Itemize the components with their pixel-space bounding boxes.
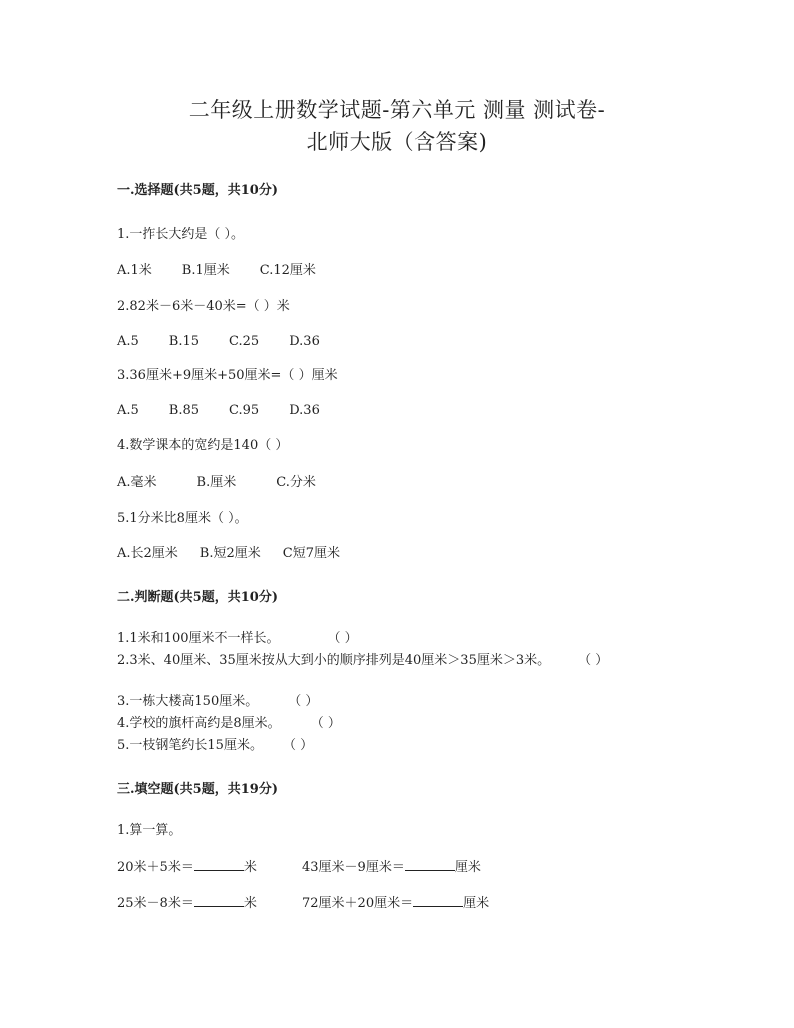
judgement-item (117, 715, 341, 733)
question-stem: 2.82米－6米－40米=（ ）米 (117, 299, 290, 314)
question-stem: 1.算一算。 (117, 823, 182, 838)
judgement-text: 3.一栋大楼高150厘米。 (117, 694, 259, 709)
option: C.12厘米 (259, 263, 316, 278)
calc-item (302, 858, 481, 877)
question-options (117, 333, 350, 351)
answer-paren: （ ） (310, 716, 341, 731)
question-options (117, 262, 346, 280)
option: C短7厘米 (282, 546, 340, 561)
question-options (117, 474, 346, 492)
option: A.1米 (117, 263, 152, 278)
answer-paren: （ ） (288, 694, 319, 709)
calc-item (117, 858, 302, 877)
option: B.1厘米 (181, 263, 230, 278)
answer-blank (194, 894, 244, 907)
question-stem: 1.一拃长大约是（ ）。 (117, 227, 245, 242)
option: A.毫米 (117, 475, 157, 490)
title-line-1: 二年级上册数学试题-第六单元 测量 测试卷- (188, 98, 606, 122)
judgement-text: 4.学校的旗杆高约是8厘米。 (117, 716, 281, 731)
judgement-text: 5.一枝钢笔约长15厘米。 (117, 738, 263, 753)
calc-row (117, 894, 489, 913)
calc-item (117, 894, 302, 913)
calc-expression: 43厘米－9厘米＝ (302, 860, 405, 875)
answer-paren: （ ） (578, 653, 609, 668)
calc-expression: 20米＋5米＝ (117, 860, 194, 875)
option: B.短2厘米 (199, 546, 261, 561)
judgement-item (117, 652, 608, 670)
option: A.5 (117, 334, 139, 349)
option: D.36 (289, 403, 320, 418)
calc-item (302, 894, 489, 913)
question-options (117, 545, 370, 563)
question-stem: 4.数学课本的宽约是140（ ） (117, 438, 289, 453)
option: B.15 (168, 334, 200, 349)
option: B.厘米 (196, 475, 237, 490)
option: A.5 (117, 403, 139, 418)
calc-unit: 米 (243, 896, 257, 911)
option: C.25 (229, 334, 260, 349)
judgement-item (117, 693, 318, 711)
option: C.分米 (276, 475, 316, 490)
question-stem: 3.36厘米+9厘米+50厘米=（ ）厘米 (117, 368, 338, 383)
answer-paren: （ ） (282, 738, 314, 753)
calc-expression: 72厘米＋20厘米＝ (302, 896, 414, 911)
answer-blank (194, 858, 244, 871)
judgement-text: 2.3米、40厘米、35厘米按从大到小的顺序排列是40厘米＞35厘米＞3米。 (117, 653, 551, 668)
section-heading-choice: 一.选择题(共5题，共10分) (117, 183, 278, 198)
calc-unit: 厘米 (454, 860, 481, 875)
judgement-text: 1.1米和100厘米不一样长。 (117, 631, 280, 646)
option: D.36 (289, 334, 320, 349)
judgement-item (117, 630, 358, 648)
calc-unit: 厘米 (463, 896, 490, 911)
calc-unit: 米 (243, 860, 257, 875)
question-options (117, 402, 350, 420)
question-stem: 5.1分米比8厘米（ ）。 (117, 511, 248, 526)
section-heading-judgement: 二.判断题(共5题，共10分) (117, 590, 278, 605)
section-heading-fill: 三.填空题(共5题，共19分) (117, 782, 278, 797)
title-line-2: 北师大版（含答案) (306, 130, 488, 154)
option: A.长2厘米 (117, 546, 178, 561)
calc-expression: 25米－8米＝ (117, 896, 194, 911)
answer-blank (405, 858, 455, 871)
judgement-item (117, 737, 313, 755)
option: C.95 (229, 403, 260, 418)
answer-blank (413, 894, 463, 907)
option: B.85 (168, 403, 200, 418)
calc-row (117, 858, 481, 877)
answer-paren: （ ） (327, 631, 358, 646)
